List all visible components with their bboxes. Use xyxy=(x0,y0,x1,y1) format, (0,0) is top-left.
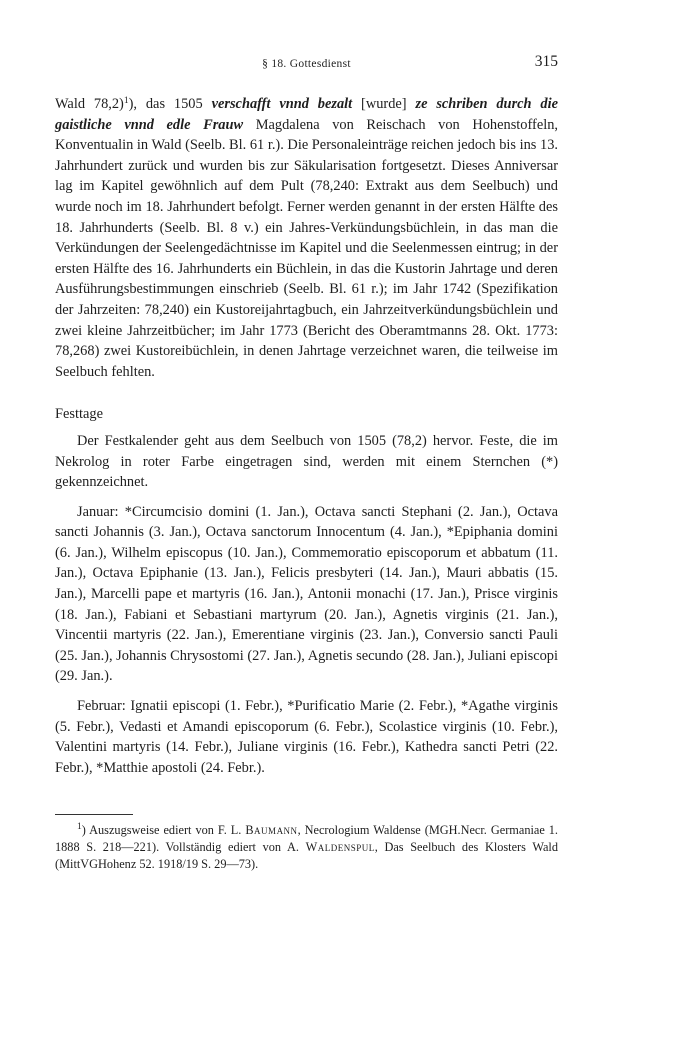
quoted-source-text: verschafft vnnd bezalt xyxy=(211,96,353,112)
footnote xyxy=(55,822,558,873)
text-run: ) Auszugsweise ediert von F. L. xyxy=(81,823,246,838)
running-head xyxy=(55,50,558,76)
footnote-rule xyxy=(55,814,133,815)
text-run: Wald 78,2) xyxy=(55,96,124,112)
author-name: Baumann xyxy=(245,823,298,838)
book-page xyxy=(55,50,558,873)
text-run: , Das Seelbuch des Klosters Wald (MittVGHohenz 52. 1918/19 S. 29—73). xyxy=(55,840,558,872)
body-text xyxy=(55,94,558,778)
text-run: , Necrologium Waldense (MGH.Necr. Germaniae 1. 1888 S. 218—221). Vollständig ediert von A. xyxy=(55,823,558,855)
text-run: ), das 1505 xyxy=(128,96,212,112)
page-number: 315 xyxy=(534,53,558,70)
text-run: Magdalena von Reischach von Hohenstoffeln, Konventualin in Wald (Seelb. Bl. 61 r.). Die Personaleinträge reichen jedoch bis ins 13. Jahrhundert zurück und wurden bis zur Säkularisation fortgesetzt. Dieses Anniversar lag im Kapitel gewöhnlich auf dem Pult (78,240: Extrakt aus dem Seelbuch) und wurde noch im 18. Jahrhundert befolgt. Ferner werden genannt in der ersten Hälfte des 18. Jahrhunderts (Seelb. Bl. 8 v.) ein Jahres-Verkündungsbüchlein, in das man die Verkündungen der Seelengedächtnisse im Kapitel und die Seelenmessen eintrug; in der ersten Hälfte des 16. Jahrhunderts ein Büchlein, in das die Kustorin Jahrtage und deren Ausführungsbestimmungen einschrieb (Seelb. Bl. 61 r.); im Jahr 1742 (Spezifikation der Jahrzeiten: 78,240) ein Kustoreijahrtagbuch, ein Jahrzeitverkündungsbüchlein und zwei kleine Jahrzeitbücher; im Jahr 1773 (Bericht des Oberamtmanns 28. Okt. 1773: 78,268) zwei Kustoreibüchlein, in denen Jahrtage verzeichnet waren, die teilweise im Seelbuch fehlten. xyxy=(55,116,558,380)
paragraph-januar: Januar: *Circumcisio domini (1. Jan.), Octava sancti Stephani (2. Jan.), Octava sancti Johannis (3. Jan.), Octava sanctorum Innocentum (4. Jan.), *Epiphania domini (6. Jan.), Wilhelm episcopus (10. Jan.), Commemoratio episcoporum et abbatum (11. Jan.), Octava Epiphanie (13. Jan.), Felicis presbyteri (14. Jan.), Mauri abbatis (15. Jan.), Marcelli pape et martyris (16. Jan.), Antonii monachi (17. Jan.), Prisce virginis (18. Jan.), Fabiani et Sebastiani martyrum (20. Jan.), Agnetis virginis (21. Jan.), Vincentii martyris (22. Jan.), Emerentiane virginis (23. Jan.), Conversio sancti Pauli (25. Jan.), Johannis Chrysostomi (27. Jan.), Agnetis secundo (28. Jan.), Juliani episcopi (29. Jan.). xyxy=(55,503,558,685)
running-title: § 18. Gottesdienst xyxy=(262,58,351,70)
footnote-marker: 1 xyxy=(77,822,82,833)
footnote-reference: 1 xyxy=(123,96,129,106)
paragraph-intro xyxy=(55,94,558,382)
paragraph-februar: Februar: Ignatii episcopi (1. Febr.), *Purificatio Marie (2. Febr.), *Agathe virginis (5. Febr.), Vedasti et Amandi episcoporum (6. Febr.), Scolastice virginis (10. Febr.), Valentini martyris (14. Febr.), Juliane virginis (16. Febr.), Kathedra sancti Petri (22. Febr.), *Matthie apostoli (24. Febr.). xyxy=(55,698,558,776)
section-heading: Festtage xyxy=(55,406,103,423)
quoted-source-text: ze schriben durch die gaistliche vnnd edle Frauw xyxy=(55,96,559,133)
author-name: Waldenspul xyxy=(305,840,375,855)
paragraph-festkalender: Der Festkalender geht aus dem Seelbuch von 1505 (78,2) hervor. Feste, die im Nekrolog in roter Farbe eingetragen sind, werden mit einem Sternchen (*) gekennzeichnet. xyxy=(55,432,558,491)
text-run: [wurde] xyxy=(352,96,416,112)
